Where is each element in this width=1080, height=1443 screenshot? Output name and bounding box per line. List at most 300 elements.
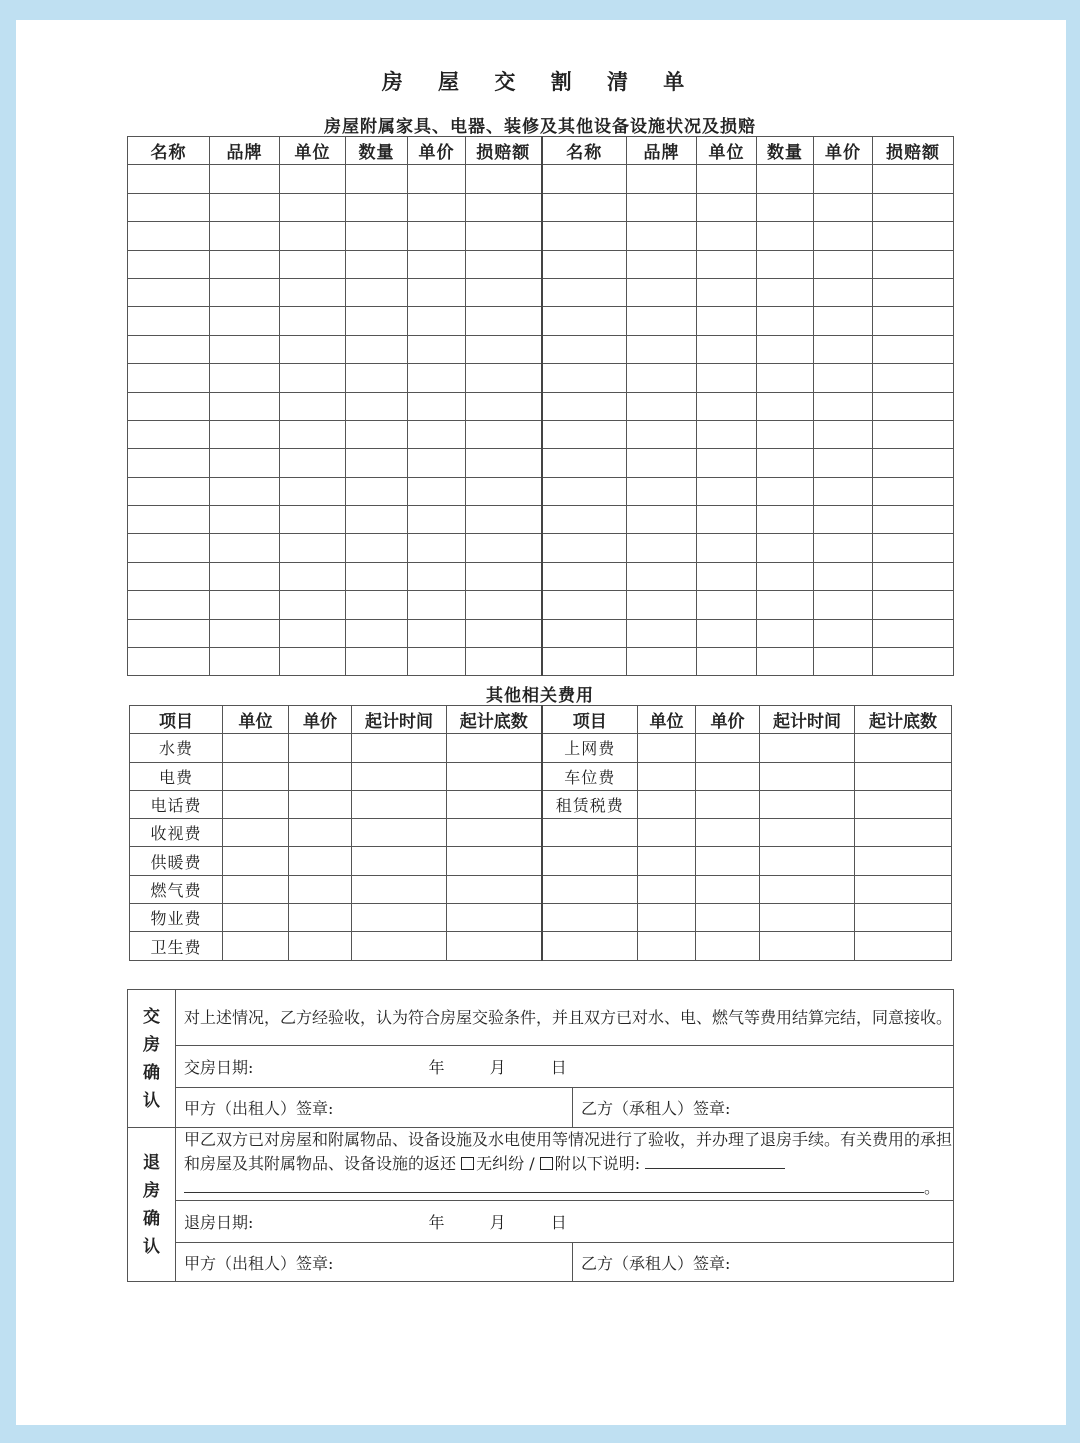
table-cell[interactable]	[223, 932, 289, 960]
table-cell[interactable]	[873, 165, 954, 193]
table-cell[interactable]	[760, 875, 855, 903]
table-cell[interactable]	[627, 307, 697, 335]
table-cell[interactable]	[627, 250, 697, 278]
table-cell[interactable]	[697, 278, 757, 306]
table-cell[interactable]	[466, 648, 542, 676]
table-cell[interactable]	[855, 875, 952, 903]
table-cell[interactable]	[466, 278, 542, 306]
table-cell[interactable]	[352, 819, 447, 847]
table-cell[interactable]	[696, 932, 760, 960]
table-cell[interactable]	[697, 222, 757, 250]
table-cell[interactable]	[542, 307, 627, 335]
table-cell[interactable]	[408, 477, 466, 505]
table-cell[interactable]	[408, 307, 466, 335]
notes-blank-line[interactable]	[645, 1154, 785, 1169]
table-cell[interactable]	[466, 165, 542, 193]
table-cell[interactable]	[873, 619, 954, 647]
table-cell[interactable]	[814, 619, 873, 647]
return-year-field[interactable]: 年	[428, 1213, 445, 1232]
table-cell[interactable]	[697, 648, 757, 676]
table-cell[interactable]	[627, 619, 697, 647]
table-cell[interactable]	[873, 562, 954, 590]
table-cell[interactable]	[855, 904, 952, 932]
table-cell[interactable]	[757, 449, 814, 477]
table-cell[interactable]	[627, 591, 697, 619]
table-cell[interactable]	[346, 591, 408, 619]
table-cell[interactable]	[814, 165, 873, 193]
table-cell[interactable]	[280, 506, 346, 534]
table-cell[interactable]	[289, 847, 352, 875]
table-cell[interactable]	[346, 335, 408, 363]
table-cell[interactable]	[289, 819, 352, 847]
table-cell[interactable]	[210, 193, 280, 221]
table-cell[interactable]	[408, 193, 466, 221]
table-cell[interactable]	[128, 250, 210, 278]
table-cell[interactable]	[280, 562, 346, 590]
table-cell[interactable]	[627, 278, 697, 306]
table-cell[interactable]	[757, 534, 814, 562]
col-damage: 损赔额	[466, 137, 542, 165]
table-cell[interactable]	[210, 562, 280, 590]
table-cell[interactable]	[542, 477, 627, 505]
table-cell[interactable]	[408, 420, 466, 448]
table-cell[interactable]	[627, 193, 697, 221]
table-cell[interactable]	[280, 449, 346, 477]
table-cell[interactable]	[757, 477, 814, 505]
table-cell[interactable]	[542, 591, 627, 619]
table-cell[interactable]	[697, 591, 757, 619]
table-cell[interactable]	[873, 364, 954, 392]
table-cell[interactable]	[466, 307, 542, 335]
table-cell[interactable]	[696, 762, 760, 790]
table-cell[interactable]	[814, 250, 873, 278]
notes-blank-line-2[interactable]	[184, 1178, 924, 1193]
table-cell[interactable]	[210, 364, 280, 392]
table-cell[interactable]	[542, 506, 627, 534]
col-start-time: 起计时间	[352, 706, 447, 734]
table-cell[interactable]	[128, 477, 210, 505]
table-cell[interactable]	[542, 222, 627, 250]
table-cell[interactable]	[757, 165, 814, 193]
table-cell[interactable]	[697, 392, 757, 420]
table-cell[interactable]	[289, 932, 352, 960]
table-cell[interactable]	[638, 762, 696, 790]
table-cell[interactable]	[814, 648, 873, 676]
return-day-field[interactable]: 日	[550, 1213, 567, 1232]
table-cell[interactable]	[814, 307, 873, 335]
table-cell[interactable]	[627, 506, 697, 534]
table-cell[interactable]	[210, 307, 280, 335]
table-cell[interactable]	[346, 420, 408, 448]
table-cell[interactable]	[466, 506, 542, 534]
table-cell[interactable]	[408, 591, 466, 619]
table-cell[interactable]	[223, 790, 289, 818]
table-cell[interactable]	[210, 648, 280, 676]
table-cell[interactable]	[447, 819, 542, 847]
table-cell[interactable]	[542, 619, 627, 647]
table-cell[interactable]	[447, 734, 542, 762]
table-cell[interactable]	[697, 165, 757, 193]
table-cell[interactable]	[466, 534, 542, 562]
table-cell[interactable]	[280, 619, 346, 647]
table-cell[interactable]	[696, 734, 760, 762]
table-cell[interactable]	[128, 591, 210, 619]
table-cell[interactable]	[128, 364, 210, 392]
table-cell[interactable]	[128, 619, 210, 647]
table-cell[interactable]	[447, 932, 542, 960]
table-cell[interactable]	[697, 562, 757, 590]
table-cell[interactable]	[289, 904, 352, 932]
table-cell[interactable]	[346, 449, 408, 477]
table-cell[interactable]	[223, 847, 289, 875]
table-cell[interactable]	[542, 278, 627, 306]
table-cell[interactable]	[627, 648, 697, 676]
table-cell[interactable]	[873, 307, 954, 335]
return-party-a-sign[interactable]: 甲方（出租人）签章:	[176, 1243, 573, 1282]
table-cell[interactable]	[210, 420, 280, 448]
table-cell[interactable]	[280, 250, 346, 278]
table-cell[interactable]	[128, 307, 210, 335]
handover-month-field[interactable]: 月	[489, 1058, 506, 1077]
table-cell[interactable]	[210, 165, 280, 193]
table-cell[interactable]	[855, 790, 952, 818]
table-cell[interactable]	[638, 819, 696, 847]
table-cell[interactable]	[873, 420, 954, 448]
table-cell[interactable]	[466, 222, 542, 250]
table-cell[interactable]	[280, 477, 346, 505]
table-cell[interactable]	[128, 222, 210, 250]
table-cell[interactable]	[210, 250, 280, 278]
table-cell[interactable]	[210, 222, 280, 250]
table-cell[interactable]	[223, 734, 289, 762]
table-cell[interactable]	[696, 847, 760, 875]
table-cell[interactable]	[873, 250, 954, 278]
table-cell[interactable]	[128, 534, 210, 562]
table-cell[interactable]	[873, 477, 954, 505]
fees-header-row	[130, 706, 952, 734]
table-cell[interactable]	[542, 364, 627, 392]
table-cell[interactable]	[697, 449, 757, 477]
table-cell[interactable]	[447, 762, 542, 790]
table-cell[interactable]	[697, 619, 757, 647]
table-cell[interactable]	[466, 591, 542, 619]
handover-party-a-sign[interactable]: 甲方（出租人）签章:	[176, 1088, 573, 1128]
table-cell[interactable]	[757, 250, 814, 278]
table-cell[interactable]	[408, 392, 466, 420]
table-cell[interactable]	[697, 335, 757, 363]
table-cell[interactable]	[289, 875, 352, 903]
table-cell[interactable]	[280, 165, 346, 193]
table-cell[interactable]	[466, 562, 542, 590]
table-cell[interactable]	[223, 819, 289, 847]
table-cell[interactable]	[447, 847, 542, 875]
table-cell[interactable]	[466, 193, 542, 221]
table-cell[interactable]	[346, 222, 408, 250]
table-cell[interactable]	[346, 250, 408, 278]
table-cell[interactable]	[627, 477, 697, 505]
table-cell[interactable]	[408, 534, 466, 562]
table-cell[interactable]	[128, 392, 210, 420]
table-cell[interactable]	[814, 506, 873, 534]
table-cell[interactable]	[760, 734, 855, 762]
table-cell[interactable]	[289, 762, 352, 790]
table-cell[interactable]	[352, 932, 447, 960]
return-party-b-sign[interactable]: 乙方（承租人）签章:	[573, 1243, 954, 1282]
table-cell[interactable]	[466, 392, 542, 420]
table-cell[interactable]	[873, 449, 954, 477]
table-cell[interactable]	[627, 364, 697, 392]
table-cell[interactable]	[542, 420, 627, 448]
table-cell[interactable]	[542, 193, 627, 221]
table-cell[interactable]	[210, 335, 280, 363]
table-cell[interactable]	[210, 392, 280, 420]
table-cell[interactable]	[346, 307, 408, 335]
table-cell[interactable]	[627, 335, 697, 363]
table-cell[interactable]	[814, 420, 873, 448]
table-cell[interactable]	[408, 250, 466, 278]
table-cell[interactable]	[466, 477, 542, 505]
table-cell[interactable]	[466, 420, 542, 448]
table-cell[interactable]	[757, 420, 814, 448]
table-cell[interactable]	[447, 875, 542, 903]
table-cell[interactable]	[128, 506, 210, 534]
table-cell[interactable]	[128, 449, 210, 477]
table-cell[interactable]	[697, 534, 757, 562]
table-cell[interactable]	[760, 790, 855, 818]
table-cell[interactable]	[346, 506, 408, 534]
table-cell[interactable]	[542, 392, 627, 420]
table-cell[interactable]	[627, 562, 697, 590]
fee-item-label-right: 上网费	[542, 734, 638, 762]
table-cell[interactable]	[760, 762, 855, 790]
table-cell[interactable]	[128, 420, 210, 448]
table-cell[interactable]	[466, 250, 542, 278]
table-cell[interactable]	[855, 847, 952, 875]
table-cell[interactable]	[873, 335, 954, 363]
table-cell[interactable]	[760, 904, 855, 932]
table-cell[interactable]	[627, 165, 697, 193]
table-cell[interactable]	[873, 648, 954, 676]
table-cell[interactable]	[814, 562, 873, 590]
table-cell[interactable]	[873, 222, 954, 250]
table-cell[interactable]	[210, 619, 280, 647]
table-cell[interactable]	[210, 506, 280, 534]
table-cell[interactable]	[466, 364, 542, 392]
table-cell[interactable]	[855, 819, 952, 847]
table-cell[interactable]	[128, 562, 210, 590]
handover-day-field[interactable]: 日	[550, 1058, 567, 1077]
table-cell[interactable]	[873, 392, 954, 420]
table-cell[interactable]	[814, 477, 873, 505]
table-cell[interactable]	[280, 278, 346, 306]
table-cell[interactable]	[542, 449, 627, 477]
handover-year-field[interactable]: 年	[428, 1058, 445, 1077]
table-cell[interactable]	[346, 534, 408, 562]
table-cell[interactable]	[542, 250, 627, 278]
table-cell[interactable]	[760, 819, 855, 847]
table-cell[interactable]	[638, 790, 696, 818]
table-cell[interactable]	[352, 734, 447, 762]
table-cell[interactable]	[408, 278, 466, 306]
attached-notes-checkbox[interactable]	[540, 1157, 553, 1170]
table-cell[interactable]	[346, 619, 408, 647]
table-cell[interactable]	[280, 364, 346, 392]
table-cell[interactable]	[627, 392, 697, 420]
table-cell[interactable]	[280, 193, 346, 221]
table-cell[interactable]	[352, 875, 447, 903]
table-cell[interactable]	[697, 506, 757, 534]
table-cell[interactable]	[757, 364, 814, 392]
table-cell[interactable]	[638, 875, 696, 903]
table-cell[interactable]	[542, 648, 627, 676]
table-cell[interactable]	[223, 762, 289, 790]
no-dispute-checkbox[interactable]	[461, 1157, 474, 1170]
table-cell[interactable]	[638, 847, 696, 875]
return-month-field[interactable]: 月	[489, 1213, 506, 1232]
table-cell[interactable]	[352, 790, 447, 818]
handover-party-b-sign[interactable]: 乙方（承租人）签章:	[573, 1088, 954, 1128]
table-cell[interactable]	[627, 420, 697, 448]
table-cell[interactable]	[757, 591, 814, 619]
table-cell[interactable]	[542, 335, 627, 363]
table-cell[interactable]	[408, 222, 466, 250]
table-cell[interactable]	[696, 875, 760, 903]
table-cell[interactable]	[223, 904, 289, 932]
table-cell[interactable]	[638, 904, 696, 932]
table-cell[interactable]	[814, 392, 873, 420]
table-cell[interactable]	[757, 222, 814, 250]
table-cell[interactable]	[346, 648, 408, 676]
table-cell[interactable]	[855, 762, 952, 790]
table-cell[interactable]	[757, 392, 814, 420]
table-cell[interactable]	[280, 420, 346, 448]
table-cell[interactable]	[128, 648, 210, 676]
table-cell[interactable]	[466, 619, 542, 647]
table-cell[interactable]	[289, 790, 352, 818]
table-cell[interactable]	[289, 734, 352, 762]
table-cell[interactable]	[696, 819, 760, 847]
table-cell[interactable]	[210, 534, 280, 562]
table-cell[interactable]	[447, 790, 542, 818]
table-cell[interactable]	[855, 734, 952, 762]
table-cell[interactable]	[627, 534, 697, 562]
table-cell[interactable]	[346, 477, 408, 505]
table-cell[interactable]	[352, 762, 447, 790]
table-cell[interactable]	[697, 250, 757, 278]
table-cell[interactable]	[627, 449, 697, 477]
table-cell[interactable]	[697, 364, 757, 392]
table-cell[interactable]	[210, 477, 280, 505]
table-cell[interactable]	[757, 278, 814, 306]
table-cell[interactable]	[757, 648, 814, 676]
table-cell[interactable]	[814, 193, 873, 221]
table-cell[interactable]	[627, 222, 697, 250]
table-cell[interactable]	[210, 591, 280, 619]
table-cell[interactable]	[408, 165, 466, 193]
table-cell[interactable]	[346, 165, 408, 193]
table-cell[interactable]	[280, 392, 346, 420]
table-cell[interactable]	[542, 562, 627, 590]
table-cell[interactable]	[757, 619, 814, 647]
table-cell[interactable]	[280, 307, 346, 335]
table-cell[interactable]	[346, 392, 408, 420]
table-cell[interactable]	[408, 506, 466, 534]
table-cell[interactable]	[697, 420, 757, 448]
table-cell[interactable]	[873, 193, 954, 221]
table-cell[interactable]	[346, 562, 408, 590]
table-cell[interactable]	[760, 932, 855, 960]
table-cell[interactable]	[638, 734, 696, 762]
table-cell[interactable]	[697, 477, 757, 505]
table-cell[interactable]	[280, 534, 346, 562]
table-cell[interactable]	[697, 307, 757, 335]
table-cell[interactable]	[873, 506, 954, 534]
table-cell[interactable]	[128, 193, 210, 221]
table-cell[interactable]	[814, 534, 873, 562]
table-cell[interactable]	[873, 278, 954, 306]
table-cell[interactable]	[280, 335, 346, 363]
table-cell[interactable]	[814, 335, 873, 363]
table-cell[interactable]	[447, 904, 542, 932]
table-cell[interactable]	[408, 335, 466, 363]
table-cell[interactable]	[757, 335, 814, 363]
table-cell[interactable]	[814, 364, 873, 392]
table-cell[interactable]	[855, 932, 952, 960]
table-cell[interactable]	[408, 619, 466, 647]
table-cell[interactable]	[466, 449, 542, 477]
return-sign-row	[128, 1243, 954, 1282]
table-cell[interactable]	[280, 591, 346, 619]
table-cell[interactable]	[346, 278, 408, 306]
table-cell[interactable]	[697, 193, 757, 221]
table-cell[interactable]	[223, 875, 289, 903]
table-cell[interactable]	[346, 193, 408, 221]
table-cell[interactable]	[408, 562, 466, 590]
table-cell[interactable]	[128, 278, 210, 306]
table-cell[interactable]	[542, 165, 627, 193]
table-cell[interactable]	[466, 335, 542, 363]
table-cell[interactable]	[814, 591, 873, 619]
table-cell[interactable]	[352, 847, 447, 875]
table-cell[interactable]	[210, 278, 280, 306]
table-cell[interactable]	[696, 790, 760, 818]
table-cell[interactable]	[757, 562, 814, 590]
table-cell[interactable]	[814, 449, 873, 477]
table-cell[interactable]	[210, 449, 280, 477]
table-cell[interactable]	[757, 307, 814, 335]
attached-notes-label: 附以下说明:	[554, 1154, 641, 1173]
table-cell[interactable]	[814, 222, 873, 250]
table-cell[interactable]	[873, 591, 954, 619]
table-cell[interactable]	[280, 648, 346, 676]
table-cell[interactable]	[408, 648, 466, 676]
table-cell[interactable]	[352, 904, 447, 932]
table-cell[interactable]	[638, 932, 696, 960]
table-cell[interactable]	[814, 278, 873, 306]
table-cell[interactable]	[408, 449, 466, 477]
table-cell[interactable]	[542, 534, 627, 562]
table-cell[interactable]	[760, 847, 855, 875]
table-cell[interactable]	[408, 364, 466, 392]
table-cell[interactable]	[757, 506, 814, 534]
table-cell[interactable]	[873, 534, 954, 562]
table-cell[interactable]	[757, 193, 814, 221]
table-cell[interactable]	[128, 165, 210, 193]
table-cell[interactable]	[696, 904, 760, 932]
table-cell[interactable]	[346, 364, 408, 392]
table-cell[interactable]	[128, 335, 210, 363]
table-cell[interactable]	[280, 222, 346, 250]
